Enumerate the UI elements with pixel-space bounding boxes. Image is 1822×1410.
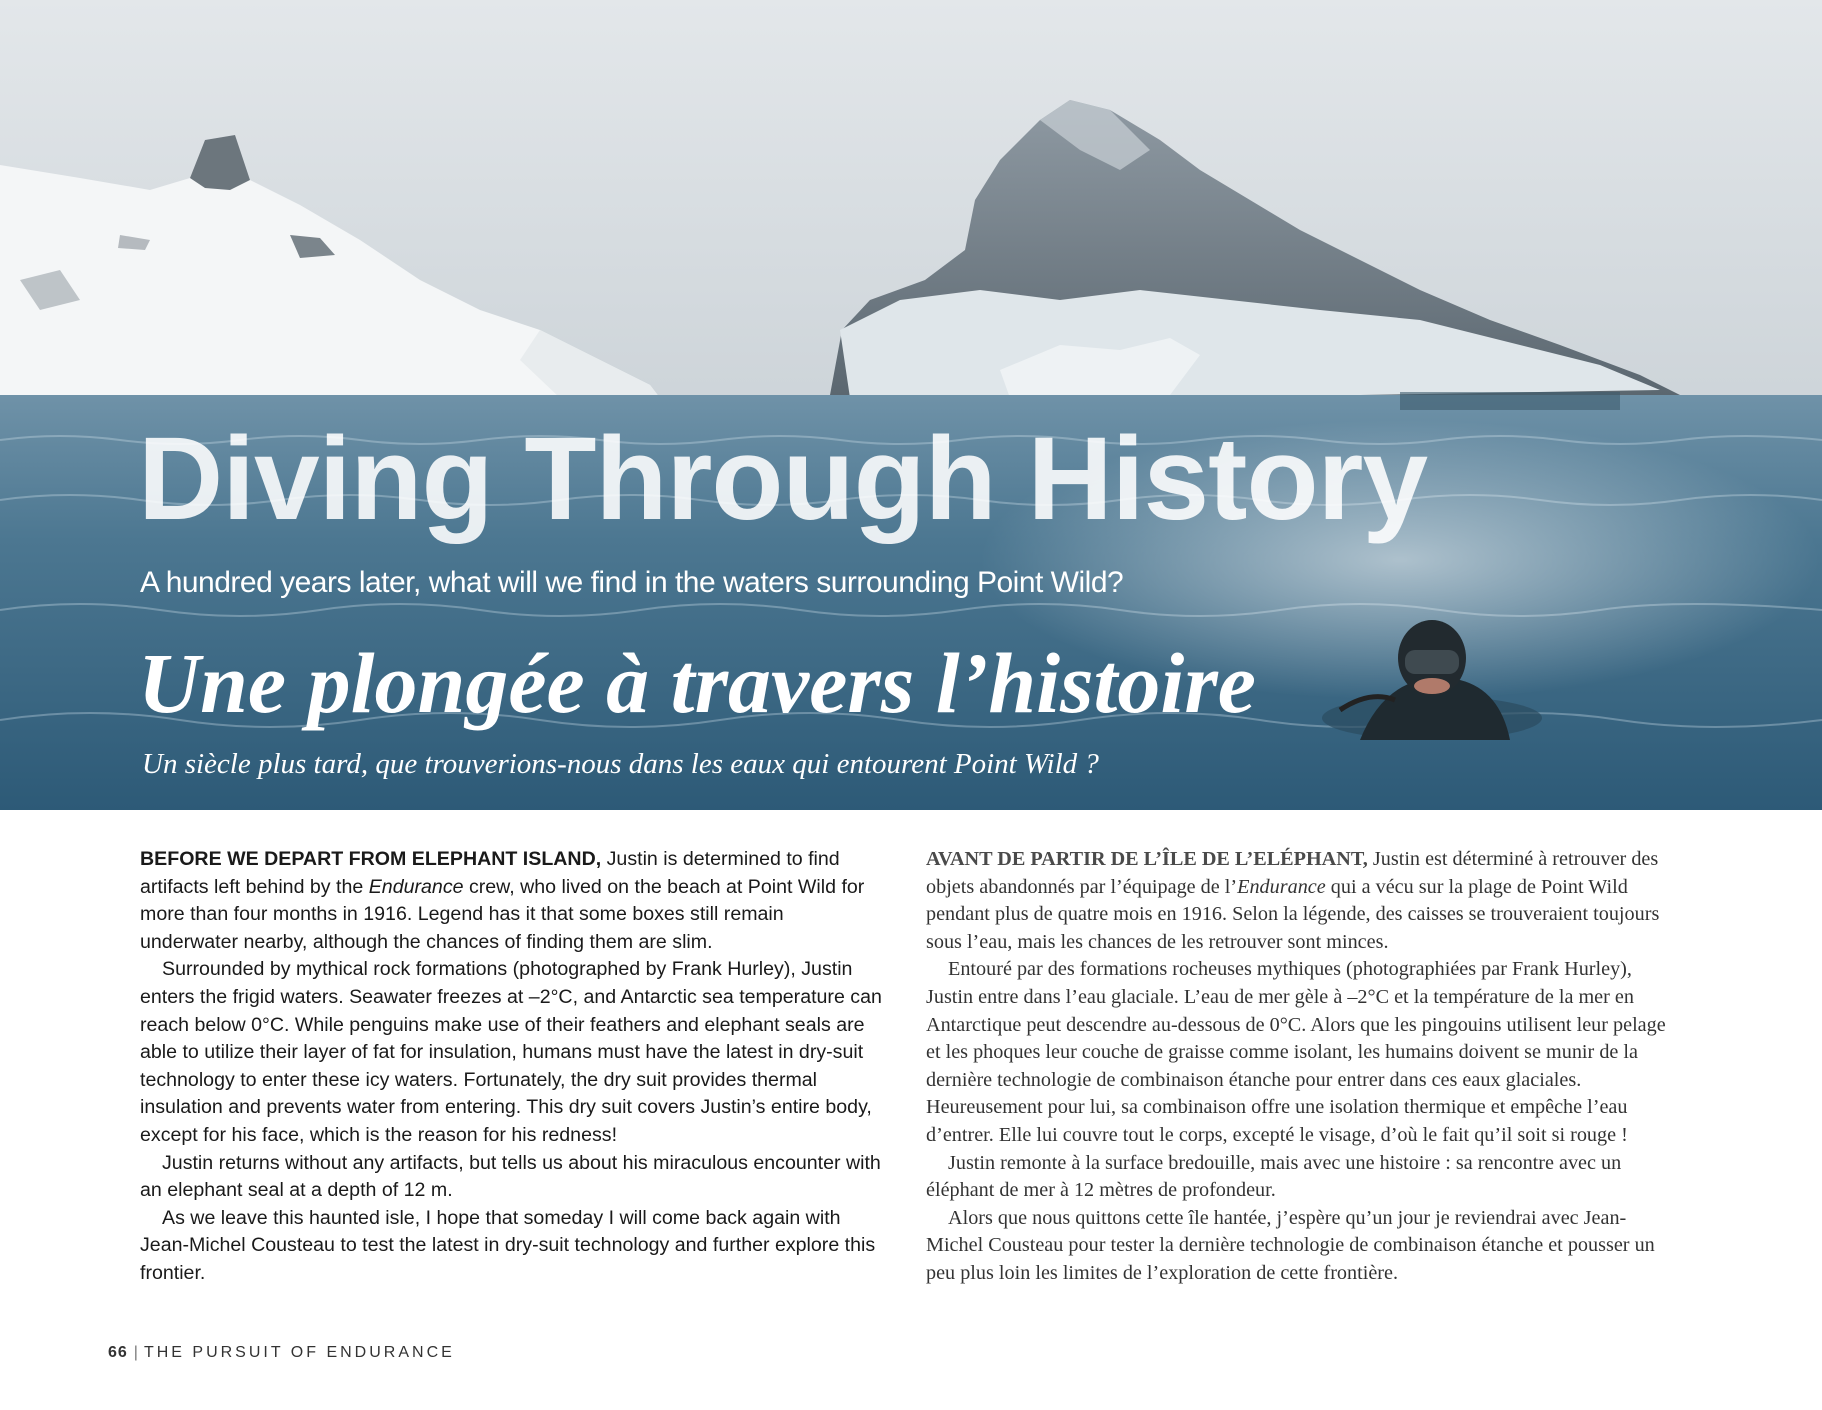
paragraph-text: Justin est déterminé à retrouver des objets abandonnés par l’équipage de l’ [926,848,1659,898]
footer-separator: | [133,1344,138,1361]
paragraph-2: Surrounded by mythical rock formations (photographed by Frank Hurley), Justin enters the frigid waters. Seawater freezes at –2°C, and Antarctic sea temperature can reach below 0°C. While penguins make use of their feathers and elephant seals are able to utilize their layer of fat for insulation, humans must have the latest in dry-suit technology to enter these icy waters. Fortunately, the dry suit provides thermal insulation and prevents water from entering. This dry suit covers Justin’s entire body, except for his face, which is the reason for his redness! [140,958,882,1146]
paragraph-3: Justin remonte à la surface bredouille, mais avec une histoire : sa rencontre avec un éléphant de mer à 12 mètres de profondeur. [926,1151,1622,1202]
paragraph-1 [140,846,882,956]
title-french: Une plongée à travers l’histoire [138,635,1256,731]
ship-name: Endurance [1237,875,1326,898]
subtitle-french: Un siècle plus tard, que trouverions-nous dans les eaux qui entourent Point Wild ? [142,748,1099,780]
paragraph-3: Justin returns without any artifacts, but tells us about his miraculous encounter with an elephant seal at a depth of 12 m. [140,1151,881,1202]
article-column-french [926,846,1680,1288]
distant-rocks [1400,392,1620,410]
paragraph-4: As we leave this haunted isle, I hope that someday I will come back again with Jean-Michel Cousteau to test the latest in dry-suit technology and further explore this frontier. [140,1206,876,1284]
lead-in: BEFORE WE DEPART FROM ELEPHANT ISLAND, [140,848,602,870]
article-column-english [140,846,882,1288]
paragraph-text: Justin is determined to find artifacts left behind by the [140,848,840,898]
paragraph-2: Entouré par des formations rocheuses mythiques (photographiées par Frank Hurley), Justin entre dans l’eau glaciale. L’eau de mer gèle à –2°C et la température de la mer en Antarctique peut descendre au-dessous de 0°C. Alors que les pingouins utilisent leur pelage et les phoques leur couche de graisse comme isolant, les humains doivent se munir de la dernière technologie de combinaison étanche pour entrer dans ces eaux glaciales. Heureusement pour lui, sa combinaison offre une isolation thermique et empêche l’eau d’entrer. Elle lui couvre tout le corps, excepté le visage, d’où le fait qu’il soit si rouge ! [926,958,1666,1146]
lead-in: AVANT DE PARTIR DE L’ÎLE DE L’ELÉPHANT, [926,848,1368,870]
publication-name: THE PURSUIT OF ENDURANCE [143,1344,455,1361]
ship-name: Endurance [368,875,464,898]
subtitle-english: A hundred years later, what will we find in the waters surrounding Point Wild? [140,566,1124,599]
page-number: 66 [108,1344,128,1361]
paragraph-4: Alors que nous quittons cette île hantée, j’espère qu’un jour je reviendrai avec Jean-Michel Cousteau pour tester la dernière technologie de combinaison étanche et pousser un peu plus loin les limites de l’exploration de cette frontière. [926,1206,1655,1284]
paragraph-1 [926,846,1680,956]
page-footer [108,1344,455,1362]
title-english: Diving Through History [138,413,1428,545]
paragraph-text: crew, who lived on the beach at Point Wild for more than four months in 1916. Legend has it that some boxes still remain underwater nearby, although the chances of finding them are slim. [140,875,865,953]
paragraph-text: qui a vécu sur la plage de Point Wild pendant plus de quatre mois en 1916. Selon la légende, des caisses se trouveraient toujours sous l’eau, mais les chances de les retrouver sont minces. [926,875,1660,953]
